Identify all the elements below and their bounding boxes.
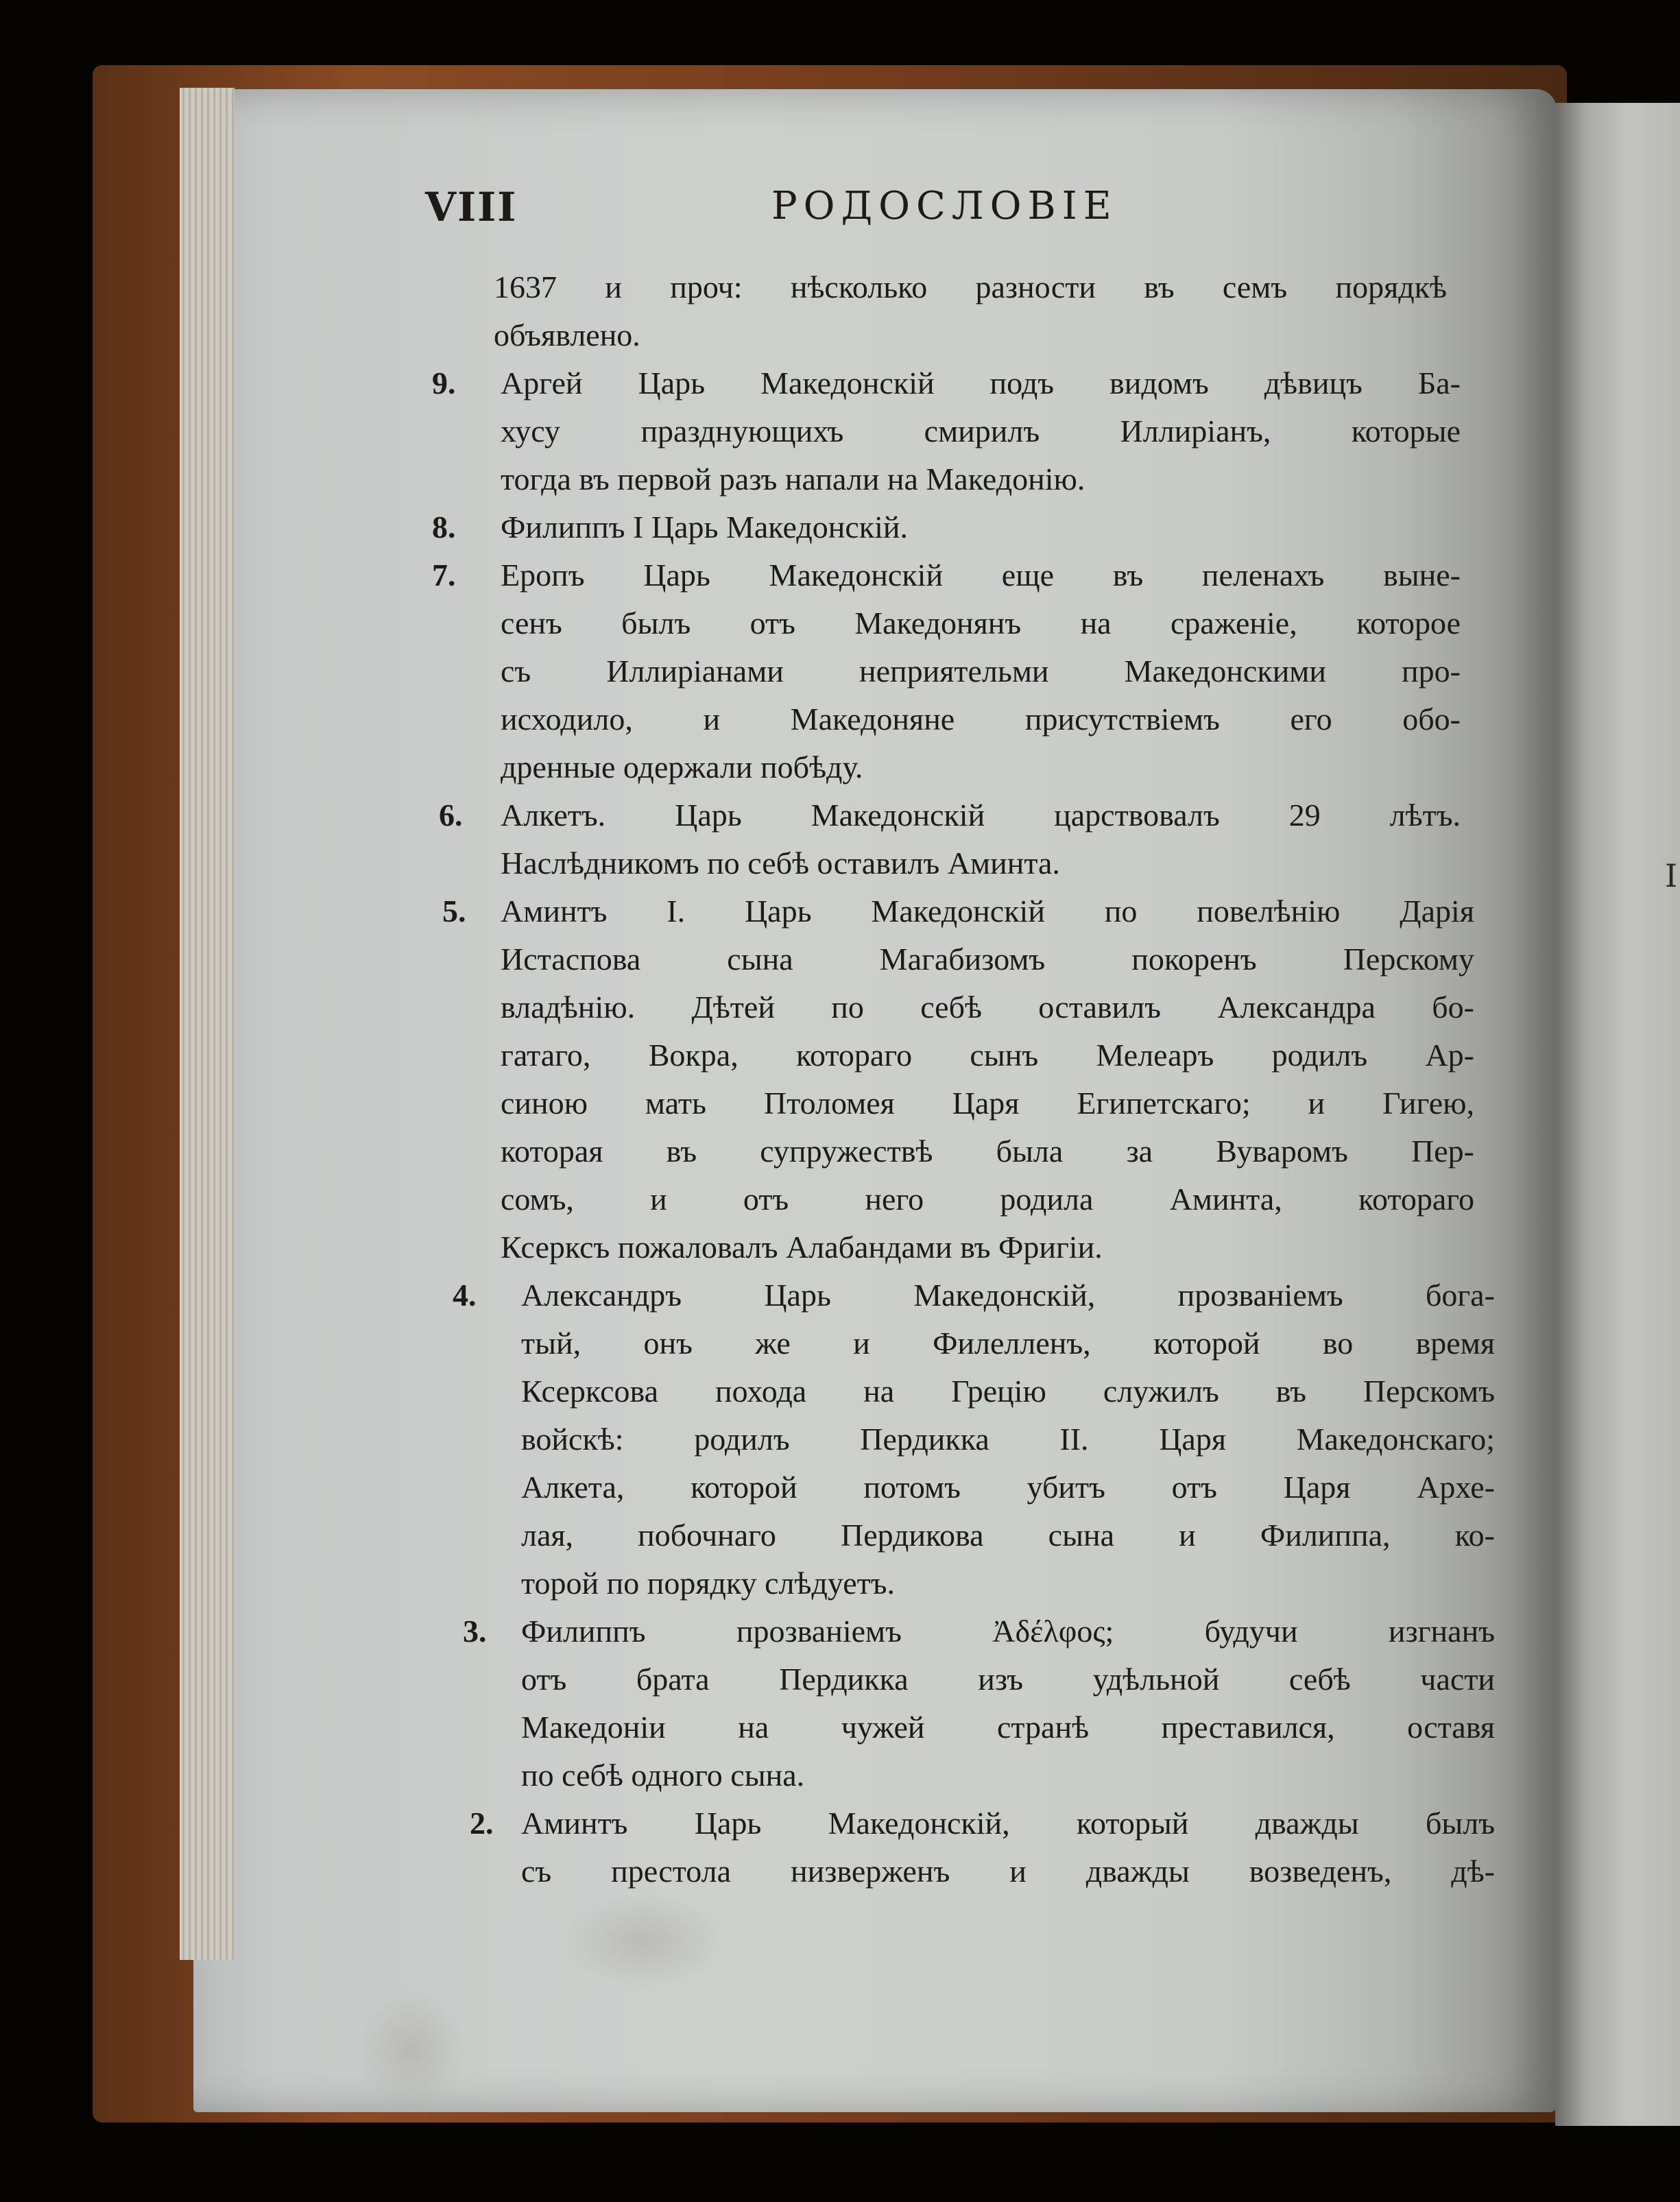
- text-line: съ Иллирiанами неприятельми Македонскими про-: [501, 654, 1461, 689]
- text-line: синою мать Птоломея Царя Египетскаго; и Гигею,: [501, 1086, 1474, 1121]
- entry-number: 4.: [453, 1278, 477, 1313]
- stain: [562, 1893, 727, 1989]
- text-line: объявлено.: [494, 318, 640, 352]
- text-line: Аминтъ Царь Македонскiй, который дважды былъ: [521, 1806, 1495, 1841]
- page-edges: [180, 88, 235, 1960]
- folio-number: VIII: [425, 184, 518, 230]
- entry-number: 7.: [432, 558, 456, 593]
- text-line: лая, побочнаго Пердикова сына и Филиппа, ко-: [521, 1518, 1495, 1553]
- text-line: Наслѣдникомъ по себѣ оставилъ Аминта.: [501, 846, 1060, 881]
- text-line: Ксерксова похода на Грецiю служилъ въ Перскомъ: [521, 1374, 1495, 1409]
- text-line: Ксерксъ пожаловалъ Алабандами въ Фригiи.: [501, 1230, 1103, 1265]
- text-line: которая въ супружествѣ была за Вуваромъ Пер-: [501, 1134, 1474, 1169]
- text-line: Филиппъ I Царь Македонскiй.: [501, 510, 909, 544]
- text-line: дренные одержали побѣду.: [501, 750, 863, 785]
- text-line: Еропъ Царь Македонскiй еще въ пеленахъ выне-: [501, 558, 1461, 593]
- text-line: съ престола низверженъ и дважды возведенъ, дѣ-: [521, 1854, 1495, 1889]
- text-line: Аминтъ I. Царь Македонскiй по повелѣнiю Дарiя: [501, 894, 1474, 929]
- facing-page-edge: [1555, 103, 1680, 2126]
- page-header: [425, 184, 1680, 239]
- text-line: войскѣ: родилъ Пердикка II. Царя Македонскаго;: [521, 1422, 1495, 1457]
- facing-page-margin-mark: I: [1665, 857, 1678, 894]
- text-line: Филиппъ прозванiемъ Ἀδέλφος; будучи изгнанъ: [521, 1614, 1495, 1649]
- entry-number: 5.: [442, 894, 466, 929]
- text-line: Александръ Царь Македонскiй, прозванiемъ бога-: [521, 1278, 1495, 1313]
- text-line: по себѣ одного сына.: [521, 1758, 805, 1793]
- text-line: Истаспова сына Магабизомъ покоренъ Перскому: [501, 942, 1474, 977]
- text-line: 1637 и проч: нѣсколько разности въ семъ порядкѣ: [494, 270, 1447, 304]
- text-line: отъ брата Пердикка изъ удѣльной себѣ части: [521, 1662, 1495, 1697]
- stain: [357, 1989, 466, 2112]
- text-line: тогда въ первой разъ напали на Македонiю.: [501, 462, 1085, 496]
- text-line: владѣнiю. Дѣтей по себѣ оставилъ Александра бо-: [501, 990, 1474, 1025]
- text-line: гатаго, Вокра, котораго сынъ Мелеаръ родилъ Ар-: [501, 1038, 1474, 1073]
- text-line: Алкетъ. Царь Македонскiй царствовалъ 29 лѣтъ.: [501, 798, 1461, 833]
- text-line: хусу празднующихъ смирилъ Иллирiанъ, которые: [501, 414, 1461, 448]
- entry-number: 2.: [470, 1806, 494, 1841]
- entry-number: 8.: [432, 510, 456, 544]
- running-title: РОДОСЛОВIЕ: [771, 184, 1118, 228]
- text-line: Аргей Царь Македонскiй подъ видомъ дѣвицъ Ба-: [501, 366, 1461, 400]
- entry-number: 6.: [439, 798, 463, 833]
- text-line: тый, онъ же и Филелленъ, которой во время: [521, 1326, 1495, 1361]
- text-line: торой по порядку слѣдуетъ.: [521, 1566, 896, 1601]
- text-line: сенъ былъ отъ Македонянъ на сраженiе, которое: [501, 606, 1461, 641]
- entry-number: 3.: [463, 1614, 487, 1649]
- text-line: Македонiи на чужей странѣ преставился, оставя: [521, 1710, 1495, 1745]
- entry-number: 9.: [432, 366, 456, 400]
- text-line: сомъ, и отъ него родила Аминта, котораго: [501, 1182, 1474, 1217]
- text-line: Алкета, которой потомъ убитъ отъ Царя Архе-: [521, 1470, 1495, 1505]
- text-line: исходило, и Македоняне присутствiемъ его обо-: [501, 702, 1461, 737]
